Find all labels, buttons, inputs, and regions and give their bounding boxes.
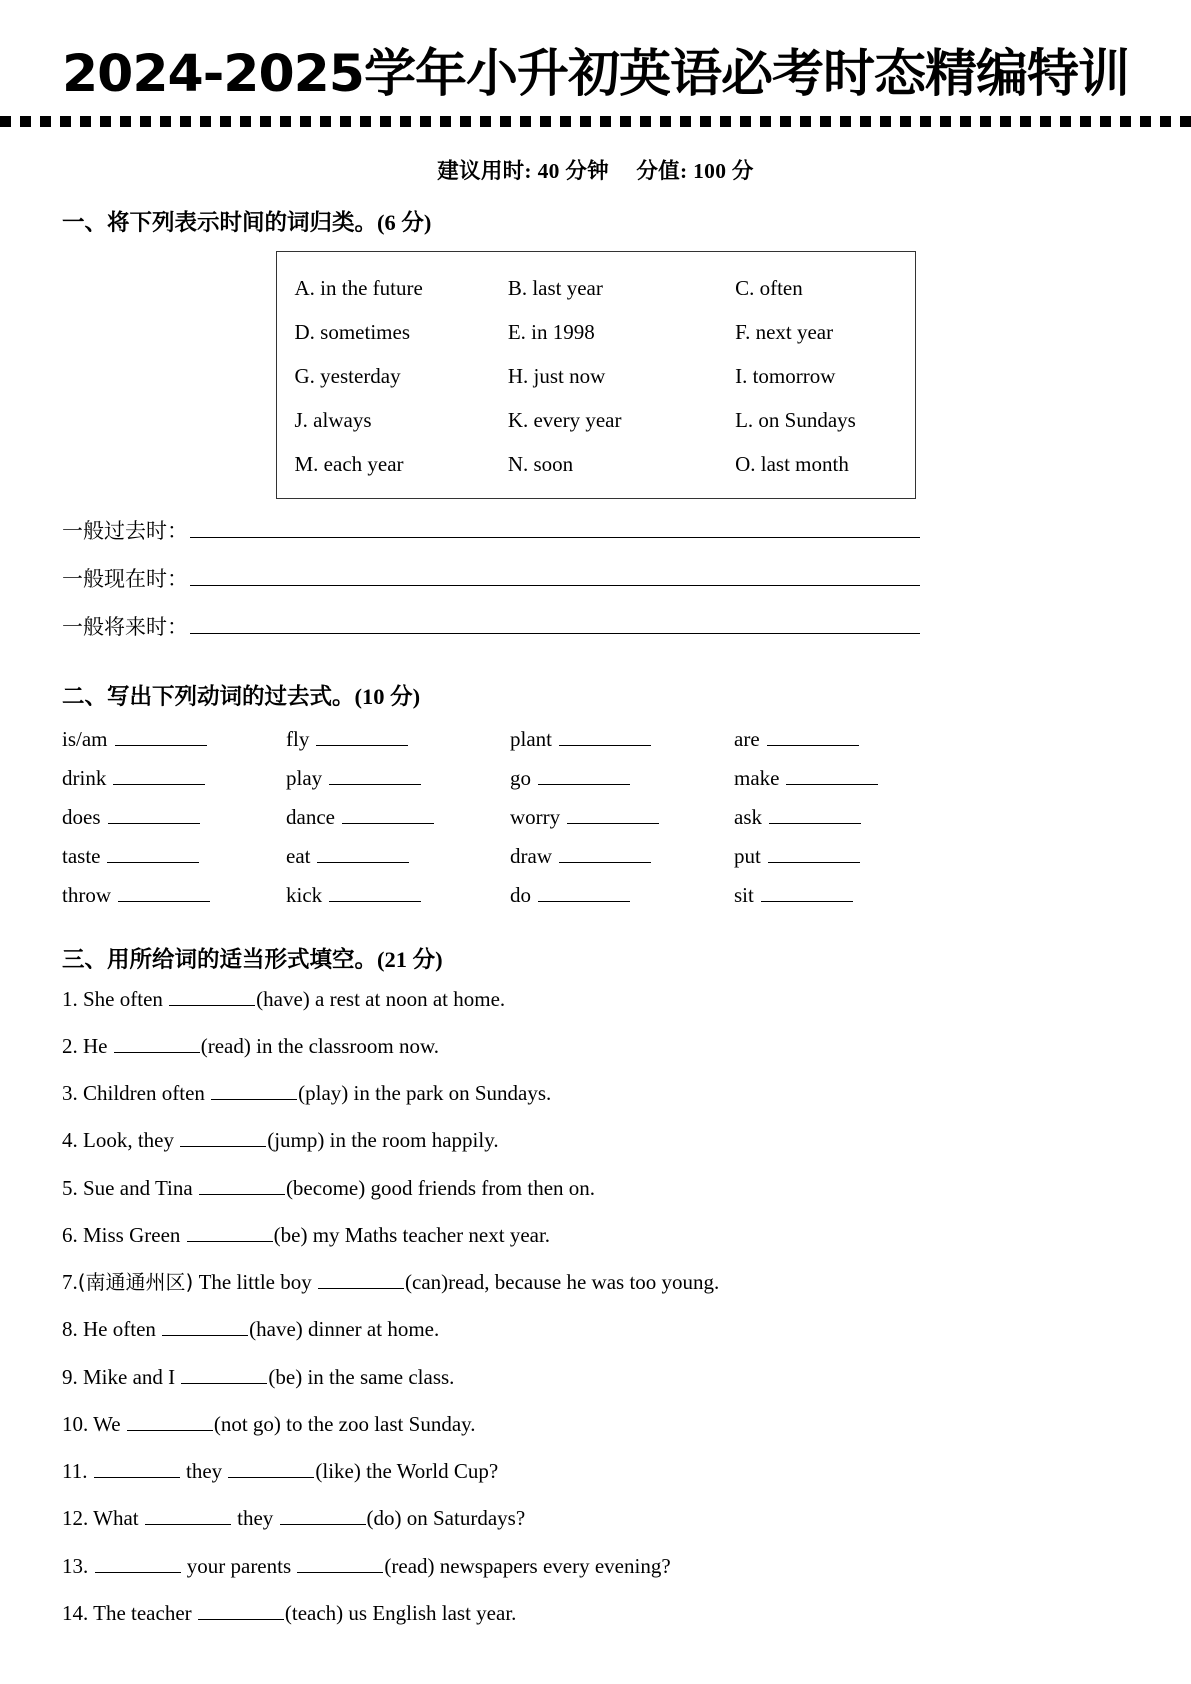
question-text-a: Miss Green	[83, 1222, 186, 1247]
question-number: 9.	[62, 1364, 78, 1389]
question-item	[62, 1553, 1191, 1579]
question-number: 8.	[62, 1317, 78, 1342]
question-number: 11.	[62, 1459, 88, 1484]
answer-blank[interactable]	[180, 1129, 266, 1147]
verb-label: drink	[62, 765, 107, 790]
title-block	[0, 0, 1191, 105]
question-text-a: Children often	[83, 1081, 211, 1106]
word-bank-item: N. soon	[507, 451, 574, 476]
question-item	[62, 1364, 1191, 1390]
question-text-a: Look, they	[83, 1128, 180, 1153]
verb-row	[62, 844, 1072, 869]
verb-answer-blank[interactable]	[329, 767, 421, 785]
section-1-points: (6 分)	[377, 209, 432, 235]
section-3-points: (21 分)	[377, 946, 443, 972]
word-bank-item: D. sometimes	[294, 319, 410, 344]
verb-answer-blank[interactable]	[769, 806, 861, 824]
question-number: 1.	[62, 986, 78, 1011]
question-number: 5.	[62, 1175, 78, 1200]
word-bank-item: F. next year	[735, 319, 834, 344]
verb-item	[62, 727, 286, 752]
question-item	[62, 1080, 1191, 1106]
question-text-b: (can)read, because he was too young.	[405, 1270, 720, 1295]
verb-answer-blank[interactable]	[118, 884, 210, 902]
question-item	[62, 1505, 1191, 1531]
word-bank-item: M. each year	[294, 451, 404, 476]
word-bank-item: I. tomorrow	[735, 363, 836, 388]
question-text-a: He	[83, 1033, 113, 1058]
word-bank-item: L. on Sundays	[735, 407, 856, 432]
question-text-b: (read) in the classroom now.	[200, 1033, 440, 1058]
tense-label-future: 一般将来时：	[62, 614, 188, 639]
verb-answer-blank[interactable]	[329, 884, 421, 902]
verb-label: is/am	[62, 726, 108, 751]
exam-meta	[0, 154, 1191, 185]
total-score-label: 分值:	[636, 158, 688, 183]
answer-blank[interactable]	[127, 1413, 213, 1431]
word-bank-item: B. last year	[507, 275, 603, 300]
verb-past-tense-grid	[62, 727, 1072, 908]
section-heading-3	[62, 922, 1191, 974]
word-bank-row	[277, 398, 915, 442]
question-number: 10.	[62, 1411, 89, 1436]
section-3-title: 三、用所给词的适当形式填空。	[62, 946, 378, 973]
verb-item	[62, 883, 286, 908]
question-item	[62, 1127, 1191, 1153]
verb-label: put	[734, 843, 761, 868]
verb-item	[510, 727, 734, 752]
word-bank-row	[277, 266, 915, 310]
verb-answer-blank[interactable]	[316, 728, 408, 746]
question-text-b: (be) my Maths teacher next year.	[273, 1222, 551, 1247]
verb-item	[286, 727, 510, 752]
word-bank-item: A. in the future	[294, 275, 423, 300]
verb-item	[510, 883, 734, 908]
verb-label: plant	[510, 726, 552, 751]
question-text-a: What	[93, 1506, 144, 1531]
question-number: 3.	[62, 1081, 78, 1106]
section-heading-1	[62, 185, 1191, 237]
question-text-a: The teacher	[93, 1600, 197, 1625]
verb-label: make	[734, 765, 780, 790]
question-text-b: (be) in the same class.	[268, 1364, 455, 1389]
word-bank-row	[277, 442, 915, 486]
answer-blank-2[interactable]	[297, 1555, 383, 1573]
answer-blank[interactable]	[162, 1318, 248, 1336]
question-number: 14.	[62, 1600, 89, 1625]
answer-blank[interactable]	[169, 988, 255, 1006]
tense-answer-lines	[0, 515, 1191, 641]
fill-in-questions	[62, 986, 1191, 1627]
verb-row	[62, 727, 1072, 752]
title-divider	[0, 116, 1191, 127]
tense-answer-blank-future[interactable]	[190, 613, 920, 634]
word-bank-item: O. last month	[735, 451, 849, 476]
question-text-b: (have) dinner at home.	[249, 1317, 440, 1342]
answer-blank[interactable]	[198, 1602, 284, 1620]
verb-label: dance	[286, 804, 335, 829]
word-bank-item: C. often	[735, 275, 803, 300]
page-title: 2024-2025学年小升初英语必考时态精编特训	[62, 45, 1129, 104]
verb-answer-blank[interactable]	[767, 728, 859, 746]
word-bank-item: K. every year	[507, 407, 622, 432]
verb-item	[734, 727, 958, 752]
verb-answer-blank[interactable]	[768, 845, 860, 863]
question-item	[62, 1458, 1191, 1484]
verb-item	[510, 844, 734, 869]
verb-answer-blank[interactable]	[786, 767, 878, 785]
verb-label: worry	[510, 804, 561, 829]
verb-label: kick	[286, 882, 323, 907]
verb-label: play	[286, 765, 323, 790]
verb-label: does	[62, 804, 101, 829]
answer-blank[interactable]	[318, 1271, 404, 1289]
verb-item	[286, 844, 510, 869]
verb-answer-blank[interactable]	[538, 767, 630, 785]
answer-blank-2[interactable]	[228, 1460, 314, 1478]
verb-item	[734, 805, 958, 830]
verb-answer-blank[interactable]	[538, 884, 630, 902]
word-bank-item: E. in 1998	[507, 319, 595, 344]
question-text-b: (teach) us English last year.	[284, 1600, 517, 1625]
verb-item	[286, 766, 510, 791]
word-bank-row	[277, 354, 915, 398]
word-bank-box	[276, 251, 916, 499]
question-number: 7.	[62, 1270, 78, 1295]
answer-blank[interactable]	[211, 1082, 297, 1100]
question-text-b: (not go) to the zoo last Sunday.	[213, 1411, 476, 1436]
answer-blank-2[interactable]	[280, 1507, 366, 1525]
verb-item	[286, 883, 510, 908]
verb-answer-blank[interactable]	[567, 806, 659, 824]
question-text-a: Mike and I	[83, 1364, 181, 1389]
verb-item	[510, 766, 734, 791]
question-text-b: (read) newspapers every evening?	[384, 1553, 671, 1578]
tense-answer-blank-past[interactable]	[190, 517, 920, 538]
question-item	[62, 1175, 1191, 1201]
section-heading-2	[62, 659, 1191, 711]
verb-label: sit	[734, 882, 754, 907]
question-text-a: The little boy	[193, 1270, 318, 1295]
question-item	[62, 1222, 1191, 1248]
verb-item	[734, 766, 958, 791]
answer-blank[interactable]	[95, 1555, 181, 1573]
suggested-time-value: 40 分钟	[537, 158, 609, 183]
verb-row	[62, 805, 1072, 830]
question-text-a: We	[93, 1411, 126, 1436]
answer-blank[interactable]	[181, 1366, 267, 1384]
verb-answer-blank[interactable]	[559, 845, 651, 863]
question-text-b: (like) the World Cup?	[315, 1459, 499, 1484]
verb-label: go	[510, 765, 531, 790]
answer-blank[interactable]	[145, 1507, 231, 1525]
verb-label: are	[734, 726, 760, 751]
question-number: 6.	[62, 1222, 78, 1247]
verb-row	[62, 766, 1072, 791]
word-bank-item: J. always	[294, 407, 372, 432]
verb-label: draw	[510, 843, 552, 868]
answer-blank[interactable]	[114, 1035, 200, 1053]
question-number: 12.	[62, 1506, 89, 1531]
section-1-title: 一、将下列表示时间的词归类。	[62, 209, 378, 236]
word-bank-item: H. just now	[507, 363, 606, 388]
verb-item	[62, 844, 286, 869]
question-text-b: (jump) in the room happily.	[267, 1128, 499, 1153]
answer-blank[interactable]	[187, 1224, 273, 1242]
question-text-a: He often	[83, 1317, 162, 1342]
question-text-mid: they	[231, 1506, 279, 1531]
question-text-b: (have) a rest at noon at home.	[256, 986, 506, 1011]
tense-row-present	[62, 563, 1191, 593]
verb-label: throw	[62, 882, 111, 907]
verb-label: eat	[286, 843, 311, 868]
tense-answer-blank-present[interactable]	[190, 565, 920, 586]
verb-item	[62, 805, 286, 830]
verb-row	[62, 883, 1072, 908]
verb-answer-blank[interactable]	[113, 767, 205, 785]
section-2-title: 二、写出下列动词的过去式。	[62, 683, 355, 710]
word-bank-item: G. yesterday	[294, 363, 401, 388]
verb-item	[734, 883, 958, 908]
question-item	[62, 1316, 1191, 1342]
question-item	[62, 1269, 1191, 1295]
verb-answer-blank[interactable]	[559, 728, 651, 746]
tense-row-future	[62, 611, 1191, 641]
question-number: 2.	[62, 1033, 78, 1058]
verb-item	[286, 805, 510, 830]
verb-label: ask	[734, 804, 762, 829]
tense-label-present: 一般现在时：	[62, 566, 188, 591]
tense-row-past	[62, 515, 1191, 545]
question-text-b: (play) in the park on Sundays.	[298, 1081, 552, 1106]
verb-answer-blank[interactable]	[761, 884, 853, 902]
verb-answer-blank[interactable]	[317, 845, 409, 863]
question-item	[62, 986, 1191, 1012]
question-item	[62, 1600, 1191, 1626]
question-text-a: Sue and Tina	[83, 1175, 198, 1200]
verb-item	[734, 844, 958, 869]
verb-label: fly	[286, 726, 310, 751]
section-2-points: (10 分)	[354, 683, 421, 709]
tense-label-past: 一般过去时：	[62, 518, 188, 543]
answer-blank[interactable]	[199, 1177, 285, 1195]
verb-label: do	[510, 882, 531, 907]
verb-item	[62, 766, 286, 791]
verb-answer-blank[interactable]	[107, 845, 199, 863]
question-item	[62, 1033, 1191, 1059]
question-text-b: (become) good friends from then on.	[285, 1175, 596, 1200]
question-number: 13.	[62, 1553, 89, 1578]
total-score-value: 100 分	[693, 158, 754, 183]
question-text-b: (do) on Saturdays?	[366, 1506, 526, 1531]
verb-label: taste	[62, 843, 101, 868]
question-text-a: they	[180, 1459, 228, 1484]
verb-item	[510, 805, 734, 830]
question-region-tag: (南通通州区)	[77, 1270, 194, 1295]
question-text-a: She often	[83, 986, 169, 1011]
question-text-a: your parents	[181, 1553, 297, 1578]
question-number: 4.	[62, 1128, 78, 1153]
question-item	[62, 1411, 1191, 1437]
verb-answer-blank[interactable]	[108, 806, 200, 824]
word-bank-row	[277, 310, 915, 354]
verb-answer-blank[interactable]	[342, 806, 434, 824]
suggested-time-label: 建议用时:	[437, 158, 532, 183]
verb-answer-blank[interactable]	[115, 728, 207, 746]
answer-blank[interactable]	[94, 1460, 180, 1478]
